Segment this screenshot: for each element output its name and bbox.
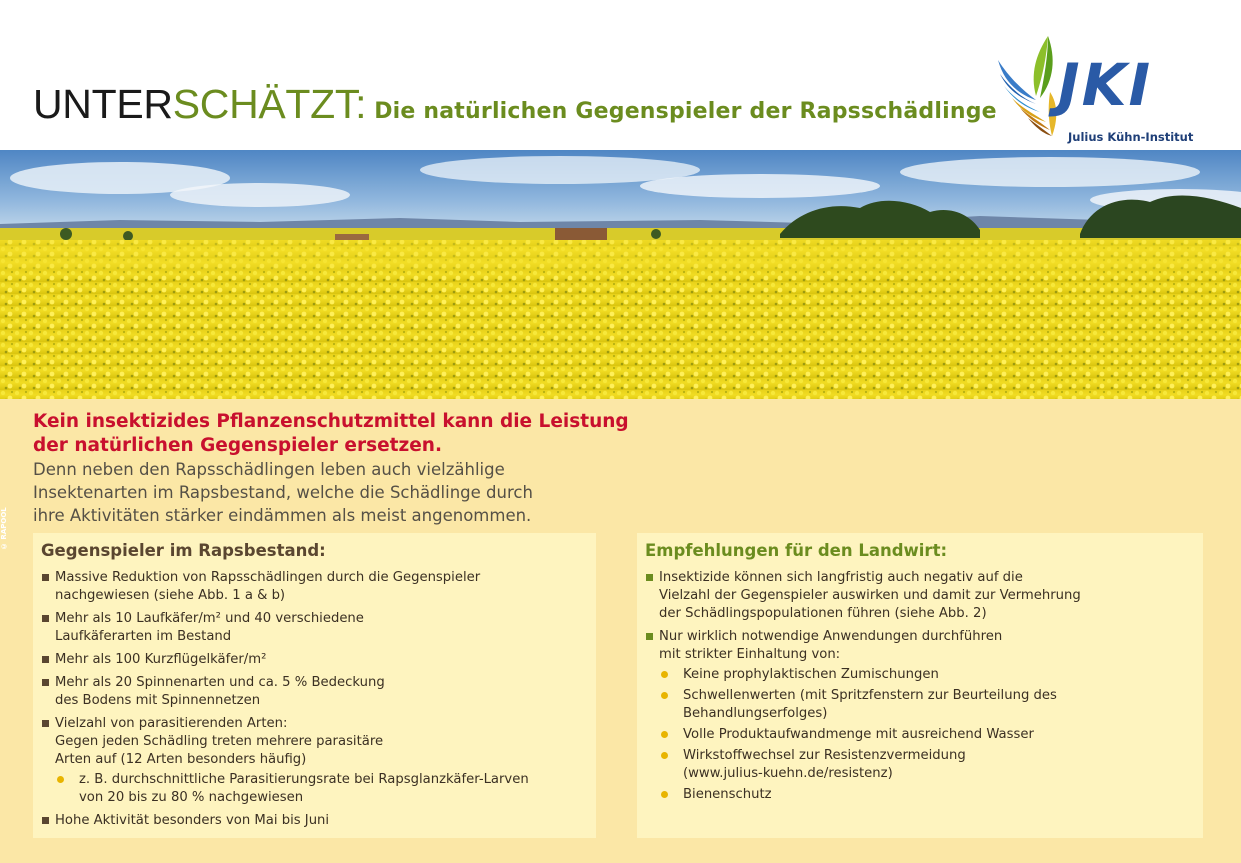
recommendations-list (645, 569, 1195, 809)
square-bullet-icon (42, 720, 49, 727)
sub-list (55, 771, 588, 807)
dot-bullet-icon (57, 776, 64, 783)
list-item (645, 628, 1195, 804)
field-landscape-image (0, 150, 1241, 399)
item-line: Gegen jeden Schädling treten mehrere parasitäre (55, 734, 384, 749)
list-item (41, 569, 588, 605)
sub-list (659, 666, 1195, 804)
list-item (41, 651, 588, 669)
item-line: Vielzahl von parasitierenden Arten: (55, 716, 288, 731)
lead-statement (33, 410, 733, 458)
item-line: Behandlungserfolges) (683, 706, 828, 721)
sub-list-item (659, 786, 1195, 804)
intro-line: ihre Aktivitäten stärker eindämmen als meist angenommen. (33, 506, 532, 525)
dot-bullet-icon (661, 752, 668, 759)
square-bullet-icon (646, 633, 653, 640)
item-line: (www.julius-kuehn.de/resistenz) (683, 766, 893, 781)
dot-bullet-icon (661, 692, 668, 699)
page-subtitle: Die natürlichen Gegenspieler der Rapsschädlinge (374, 99, 997, 124)
square-bullet-icon (42, 679, 49, 686)
item-line: Hohe Aktivität besonders von Mai bis Juni (55, 813, 330, 828)
item-line: Bienenschutz (683, 787, 772, 802)
item-line: Keine prophylaktischen Zumischungen (683, 667, 939, 682)
item-line: nachgewiesen (siehe Abb. 1 a & b) (55, 588, 286, 603)
list-item (41, 715, 588, 807)
logo-text: JKI (1058, 51, 1153, 119)
item-line: Vielzahl der Gegenspieler auswirken und damit zur Vermehrung (659, 588, 1081, 603)
square-bullet-icon (42, 615, 49, 622)
sub-list-item (659, 666, 1195, 684)
item-line: Insektizide können sich langfristig auch negativ auf die (659, 570, 1023, 585)
list-item (41, 674, 588, 710)
item-line: Nur wirklich notwendige Anwendungen durchführen (659, 629, 1003, 644)
square-bullet-icon (42, 574, 49, 581)
sub-list-item (659, 687, 1195, 723)
page-title (33, 81, 997, 127)
item-line: Mehr als 100 Kurzflügelkäfer/m² (55, 652, 267, 667)
sub-list-item (659, 747, 1195, 783)
square-bullet-icon (42, 656, 49, 663)
title-colon: : (355, 81, 367, 127)
square-bullet-icon (42, 817, 49, 824)
photo-credit: © RAPOOL (0, 507, 8, 550)
counterpart-box (33, 533, 596, 838)
item-line: Mehr als 10 Laufkäfer/m² und 40 verschiedene (55, 611, 364, 626)
square-bullet-icon (646, 574, 653, 581)
item-line: Schwellenwerten (mit Spritzfenstern zur Beurteilung des (683, 688, 1057, 703)
item-line: des Bodens mit Spinnennetzen (55, 693, 261, 708)
dot-bullet-icon (661, 671, 668, 678)
sub-list-item (55, 771, 588, 807)
title-part-schaetzt: SCHÄTZT (172, 81, 356, 127)
list-item (41, 610, 588, 646)
item-line: mit strikter Einhaltung von: (659, 647, 841, 662)
item-line: Wirkstoffwechsel zur Resistenzvermeidung (683, 748, 966, 763)
item-line: der Schädlingspopulationen führen (siehe Abb. 2) (659, 606, 987, 621)
list-item (41, 812, 588, 830)
intro-line: Denn neben den Rapsschädlingen leben auch vielzählige (33, 460, 505, 479)
sub-list-item (659, 726, 1195, 744)
intro-paragraph (33, 458, 593, 527)
item-line: Arten auf (12 Arten besonders häufig) (55, 752, 307, 767)
item-line: Massive Reduktion von Rapsschädlingen durch die Gegenspieler (55, 570, 481, 585)
item-line: Volle Produktaufwandmenge mit ausreichend Wasser (683, 727, 1034, 742)
dot-bullet-icon (661, 791, 668, 798)
counterpart-list (41, 569, 588, 835)
counterpart-box-title: Gegenspieler im Rapsbestand: (41, 541, 326, 560)
title-part-unter: UNTER (33, 81, 173, 127)
item-line: von 20 bis zu 80 % nachgewiesen (79, 790, 304, 805)
item-line: Laufkäferarten im Bestand (55, 629, 232, 644)
header (0, 0, 1241, 150)
item-line: Mehr als 20 Spinnenarten und ca. 5 % Bedeckung (55, 675, 385, 690)
dot-bullet-icon (661, 731, 668, 738)
item-line: z. B. durchschnittliche Parasitierungsrate bei Rapsglanzkäfer-Larven (79, 772, 529, 787)
recommendations-box (637, 533, 1203, 838)
lead-line: Kein insektizides Pflanzenschutzmittel kann die Leistung (33, 411, 629, 432)
lead-line: der natürlichen Gegenspieler ersetzen. (33, 435, 442, 456)
recommendations-box-title: Empfehlungen für den Landwirt: (645, 541, 948, 560)
logo-subtitle: Julius Kühn-Institut (1068, 130, 1194, 144)
intro-line: Insektenarten im Rapsbestand, welche die Schädlinge durch (33, 483, 533, 502)
list-item (645, 569, 1195, 623)
